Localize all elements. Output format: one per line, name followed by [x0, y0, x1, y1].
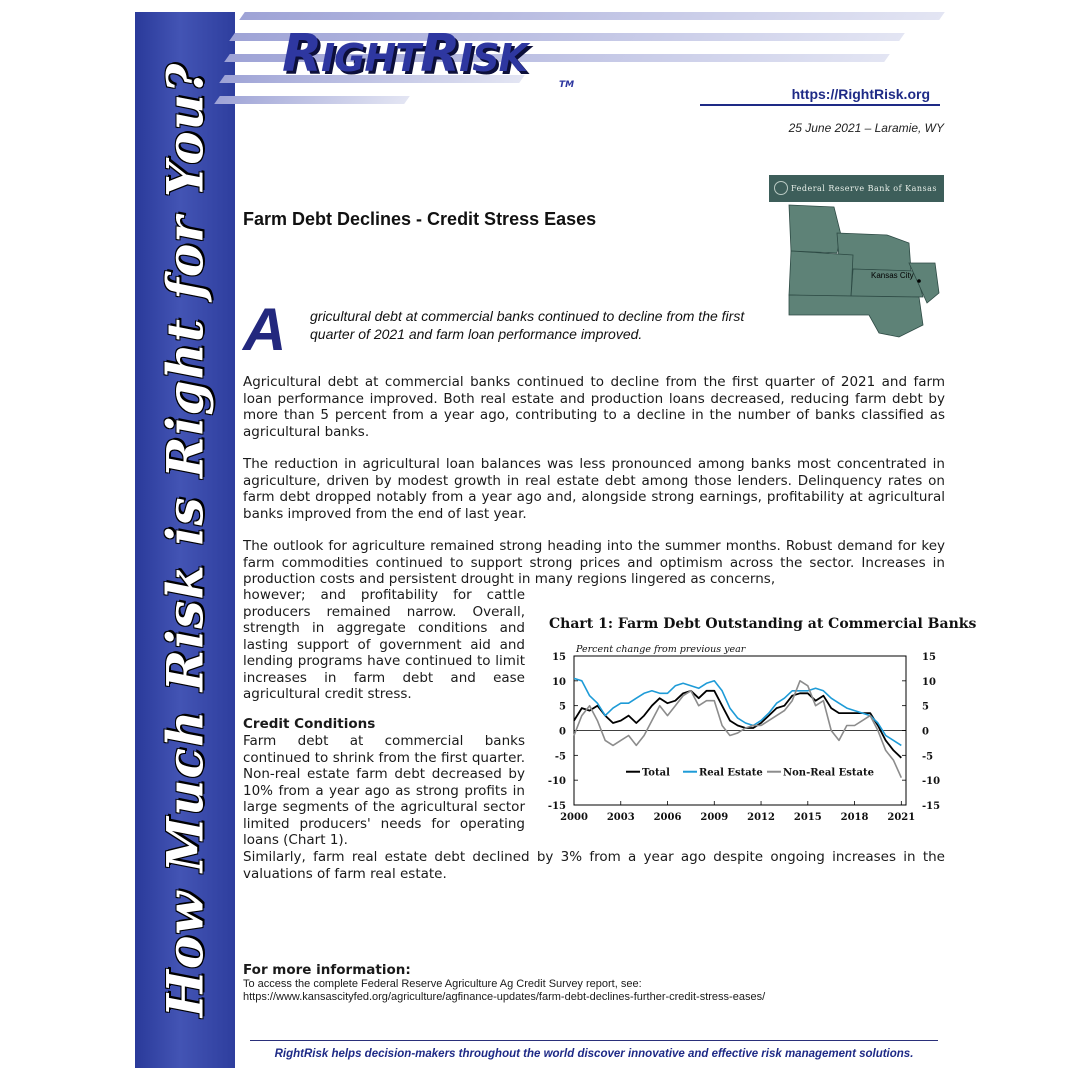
fed-district-map	[769, 175, 944, 345]
report-link[interactable]: https://www.kansascityfed.org/agriculture/agfinance-updates/farm-debt-declines-further-credit-stress-eases/	[243, 991, 766, 1003]
y-tick-label-left: -15	[547, 801, 566, 812]
site-url-link[interactable]: https://RightRisk.org	[791, 86, 930, 102]
y-tick-label-left: 10	[552, 676, 566, 688]
paragraph-3: The outlook for agriculture remained strong heading into the summer months. Robust demand for key farm commodities continued to support strong prices and optimism across the sector. Increases in production costs and persistent drought in many regions lingered as concerns,	[243, 538, 945, 587]
footer-tagline: RightRisk helps decision-makers throughout the world discover innovative and effective risk management solutions.	[274, 1048, 914, 1060]
y-tick-label-right: -5	[922, 751, 934, 763]
rightrisk-logo[interactable]: RIGHTRISK	[282, 24, 528, 84]
y-tick-label-left: -10	[547, 776, 566, 788]
lede-text: gricultural debt at commercial banks continued to decline from the first quarter of 2021 and farm loan performance improved.	[310, 308, 745, 342]
legend-label: Non-Real Estate	[783, 767, 874, 779]
credit-conditions-heading: Credit Conditions	[243, 716, 376, 732]
x-tick-label: 2003	[606, 812, 635, 823]
chart-subtitle: Percent change from previous year	[576, 644, 746, 655]
legend-label: Total	[642, 767, 670, 779]
y-tick-label-left: 0	[559, 726, 566, 738]
series-line-real-estate	[574, 678, 901, 745]
fed-banner: Federal Reserve Bank of Kansas	[769, 175, 944, 202]
more-info-text: To access the complete Federal Reserve Agriculture Ag Credit Survey report, see:	[243, 978, 642, 990]
chart-title: Chart 1: Farm Debt Outstanding at Commercial Banks	[549, 616, 977, 632]
paragraph-2: The reduction in agricultural loan balances was less pronounced among banks most concentrated in agriculture, driven by modest growth in real estate debt among those lenders. Delinquency rates on farm debt dropped notably from a year ago and, alongside strong earnings, profitability at agricultural banks improved from the end of last year.	[243, 456, 945, 522]
farm-debt-chart	[540, 640, 940, 830]
y-tick-label-right: -10	[922, 776, 940, 788]
y-tick-label-right: 5	[922, 701, 929, 713]
series-line-total	[574, 691, 901, 758]
kansas-city-marker	[917, 279, 921, 283]
map-oklahoma-nm	[789, 295, 923, 337]
paragraph-4: Farm debt at commercial banks continued to shrink from the first quarter. Non-real estate farm debt decreased by 10% from a year ago as strong profits in large segments of the agricultural sector limited producers' needs for operating loans (Chart 1).	[243, 733, 525, 848]
kansas-city-label: Kansas City	[871, 271, 914, 280]
x-tick-label: 2015	[793, 812, 822, 823]
x-tick-label: 2006	[653, 812, 682, 823]
more-info-heading: For more information:	[243, 962, 411, 978]
paragraph-5: Similarly, farm real estate debt declined by 3% from a year ago despite ongoing increases in the valuations of farm real estate.	[243, 849, 945, 882]
x-tick-label: 2018	[840, 812, 869, 823]
dateline: 25 June 2021 – Laramie, WY	[788, 121, 944, 135]
y-tick-label-right: 0	[922, 726, 929, 738]
x-tick-label: 2009	[700, 812, 729, 823]
x-tick-label: 2012	[747, 812, 775, 823]
paragraph-3-continued: however; and profitability for cattle producers remained narrow. Overall, strength in aggregate conditions and lasting support of government aid and lending programs have continued to limit increases in farm debt and ease agricultural credit stress.	[243, 587, 525, 702]
y-tick-label-left: 5	[559, 701, 566, 713]
y-tick-label-right: -15	[922, 801, 940, 812]
y-tick-label-left: 15	[552, 652, 566, 663]
legend-label: Real Estate	[699, 767, 763, 779]
sidebar-banner	[135, 12, 235, 1068]
y-tick-label-left: -5	[554, 751, 566, 763]
lede-dropcap: A	[243, 296, 287, 363]
y-tick-label-right: 15	[922, 652, 936, 663]
article-title: Farm Debt Declines - Credit Stress Eases	[243, 209, 597, 229]
series-line-non-real-estate	[574, 681, 901, 778]
y-tick-label-right: 10	[922, 676, 936, 688]
x-tick-label: 2000	[560, 812, 588, 823]
district-map-svg	[769, 175, 944, 345]
url-underline	[700, 104, 940, 106]
footer-rule	[250, 1040, 938, 1041]
trademark-mark: TM	[559, 80, 575, 90]
sidebar-tagline: How Much Risk is Right for You?	[155, 62, 215, 1018]
x-tick-label: 2021	[887, 812, 916, 823]
paragraph-1: Agricultural debt at commercial banks continued to decline from the first quarter of 2021 and farm loan performance improved. Both real estate and production loans decreased, reducing farm debt by more than 5 percent from a year ago, contributing to a decline in the number of banks classified as agricultural banks.	[243, 374, 945, 440]
map-colorado	[789, 251, 853, 297]
map-wyoming	[789, 205, 841, 253]
